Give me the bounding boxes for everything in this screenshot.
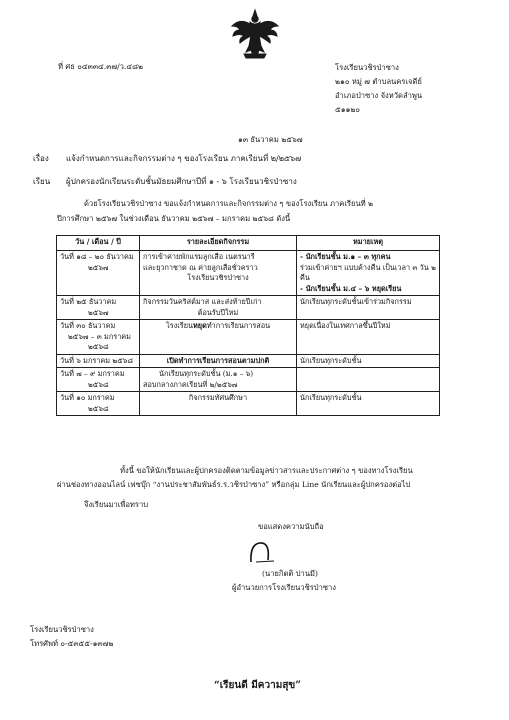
detail-text: โรงเรียน <box>165 321 193 330</box>
column-header-note: หมายเหตุ <box>297 236 440 251</box>
footer-school: โรงเรียนวชิรป่าซาง <box>30 625 94 634</box>
table-row <box>57 392 440 416</box>
detail-text: โรงเรียนวชิรป่าซาง <box>187 273 249 282</box>
closing-line-3: จึงเรียนมาเพื่อทราบ <box>84 500 149 509</box>
detail-cell <box>140 354 297 368</box>
date-text: วันที่ ๓๐ ธันวาคม <box>60 321 116 330</box>
school-motto: “เรียนดี มีความสุข” <box>214 680 302 691</box>
address-line: โรงเรียนวชิรป่าซาง <box>335 63 399 72</box>
detail-text: ทำการเรียนการสอน <box>206 321 271 330</box>
date-cell <box>57 251 140 296</box>
table-row <box>57 354 440 368</box>
note-text: - นักเรียนชั้น ม.๑ – ๓ ทุกคน <box>300 252 391 261</box>
note-text: - นักเรียนชั้น ม.๔ – ๖ หยุดเรียน <box>300 283 402 293</box>
detail-cell <box>140 392 297 416</box>
date-text: วันที่ ๑๘ – ๒๐ ธันวาคม <box>60 252 134 261</box>
schedule-table <box>56 235 440 416</box>
date-cell <box>57 320 140 355</box>
date-text: วันที่ ๒๕ ธันวาคม <box>60 297 117 306</box>
note-cell <box>297 354 440 368</box>
detail-text: สอบกลางภาคเรียนที่ ๒/๒๕๖๗ <box>143 379 238 389</box>
note-cell <box>297 251 440 296</box>
garuda-emblem-icon <box>228 8 282 62</box>
table-header-row <box>57 236 440 251</box>
detail-text: นักเรียนทุกระดับชั้น (ม.๑ – ๖) <box>159 369 254 378</box>
column-header-date: วัน / เดือน / ปี <box>57 236 140 251</box>
note-cell <box>297 392 440 416</box>
closing-line-2: ผ่านช่องทางออนไลน์ เฟซบุ๊ก “งานประชาสัมพันธ์ร.ร.วชิรป่าซาง” หรือกลุ่ม Line นักเรียนและผู้ปกครองต่อไป <box>57 480 411 489</box>
date-text: ๒๕๖๘ <box>88 379 109 389</box>
address-line: ๕๑๑๒๐ <box>335 105 361 114</box>
date-text: ๒๕๖๗ <box>88 307 109 317</box>
regards-text: ขอแสดงความนับถือ <box>258 522 324 531</box>
table-row <box>57 296 440 320</box>
recipient-label: เรียน <box>33 177 51 186</box>
note-text: หยุดเนื่องในเทศกาลขึ้นปีใหม่ <box>300 321 391 330</box>
detail-text: เปิดทำการเรียนการสอนตามปกติ <box>166 355 270 365</box>
date-text: ๒๕๖๗ <box>88 262 109 272</box>
detail-cell <box>140 320 297 355</box>
table-row <box>57 251 440 296</box>
detail-text: กิจกรรมทัศนศึกษา <box>188 393 248 402</box>
date-text: ๒๕๖๘ <box>88 342 109 351</box>
date-text: ๒๕๖๗ – ๓ มกราคม <box>68 331 131 341</box>
footer-phone: โทรศัพท์ ๐-๕๓๕๕-๑๓๗๒ <box>30 639 114 648</box>
note-cell <box>297 368 440 392</box>
detail-emphasis: หยุด <box>192 321 207 330</box>
note-text: ร่วมเข้าค่ายฯ แบบค้างคืน เป็นเวลา ๓ วัน ๒ คืน <box>300 262 436 282</box>
closing-line-1: ทั้งนี้ ขอให้นักเรียนและผู้ปกครองติดตามข้อมูลข่าวสารและประกาศต่าง ๆ ของทางโรงเรียน <box>120 466 413 475</box>
subject-label: เรื่อง <box>33 154 49 163</box>
detail-cell <box>140 368 297 392</box>
note-cell <box>297 320 440 355</box>
note-cell <box>297 296 440 320</box>
column-header-detail: รายละเอียดกิจกรรม <box>140 236 297 251</box>
detail-text: การเข้าค่ายพักแรมลูกเสือ เนตรนารี <box>143 252 255 261</box>
detail-text: กิจกรรมวันคริสต์มาส และส่งท้ายปีเก่า <box>143 297 262 306</box>
address-line: อำเภอป่าซาง จังหวัดลำพูน <box>335 91 423 100</box>
date-text: ๒๕๖๘ <box>88 403 109 413</box>
note-text: นักเรียนทุกระดับชั้นเข้าร่วมกิจกรรม <box>300 297 412 306</box>
handwritten-signature-icon <box>248 538 288 566</box>
signatory-name: (นายกิตติ ปานมี) <box>262 569 318 578</box>
detail-text: และยุวกาชาด ณ ค่ายลูกเสือชั่วคราว <box>143 262 258 272</box>
table-row <box>57 368 440 392</box>
recipient-text: ผู้ปกครองนักเรียนระดับชั้นมัธยมศึกษาปีที่ ๑ - ๖ โรงเรียนวชิรป่าซาง <box>66 177 297 186</box>
date-text: วันที่ ๑๐ มกราคม <box>60 393 115 402</box>
detail-cell <box>140 251 297 296</box>
note-text: นักเรียนทุกระดับชั้น <box>300 355 362 365</box>
date-cell <box>57 354 140 368</box>
reference-number: ที่ ศธ ๐๔๓๓๔.๓๗/ว.๔๘๒ <box>58 62 143 71</box>
date-text: วันที่ ๖ มกราคม ๒๕๖๘ <box>60 355 134 365</box>
subject-text: แจ้งกำหนดการและกิจกรรมต่าง ๆ ของโรงเรียน ภาคเรียนที่ ๒/๒๕๖๗ <box>66 154 302 163</box>
date-cell <box>57 296 140 320</box>
detail-text: ต้อนรับปีใหม่ <box>197 307 239 317</box>
detail-cell <box>140 296 297 320</box>
intro-line-1: ด้วยโรงเรียนวชิรป่าซาง ขอแจ้งกำหนดการและกิจกรรมต่าง ๆ ของโรงเรียน ภาคเรียนที่ ๒ <box>84 199 374 208</box>
letter-date: ๑๓ ธันวาคม ๒๕๖๗ <box>238 135 303 144</box>
address-line: ๒๑๐ หมู่ ๗ ตำบลนครเจดีย์ <box>335 77 422 86</box>
intro-line-2: ปีการศึกษา ๒๕๖๗ ในช่วงเดือน ธันวาคม ๒๕๖๗ – มกราคม ๒๕๖๘ ดังนี้ <box>57 214 291 223</box>
signatory-title: ผู้อำนวยการโรงเรียนวชิรป่าซาง <box>232 583 337 592</box>
table-row <box>57 320 440 355</box>
note-text: นักเรียนทุกระดับชั้น <box>300 393 362 402</box>
school-address <box>335 61 422 117</box>
date-cell <box>57 392 140 416</box>
date-cell <box>57 368 140 392</box>
date-text: วันที่ ๗ – ๙ มกราคม <box>60 369 125 378</box>
